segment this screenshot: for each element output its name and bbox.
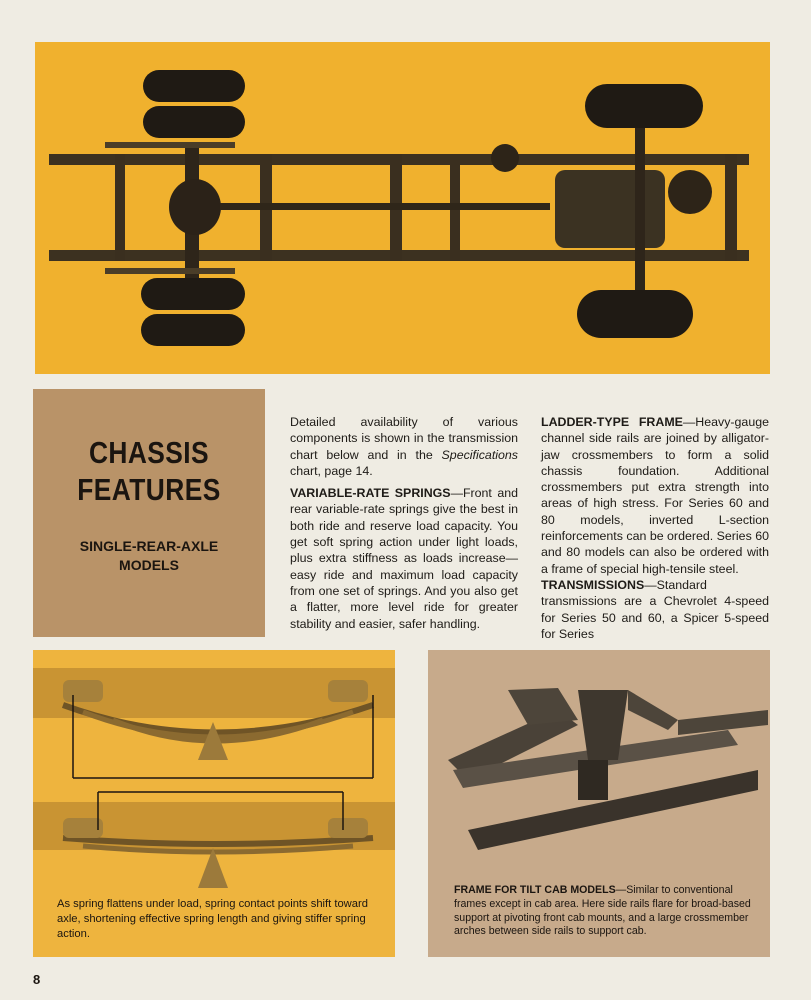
springs-caption: As spring flattens under load, spring contact points shift toward axle, shortening effective spring length and giving stiffer spring action. (57, 898, 368, 940)
springs-paragraph (290, 485, 518, 632)
tilt-cab-frame-panel (428, 650, 770, 957)
text-column-2 (541, 414, 769, 642)
rear-tire-bottom-outer (141, 314, 245, 346)
chassis-illustration (35, 42, 770, 374)
transmissions-heading: TRANSMISSIONS (541, 577, 645, 592)
page-title: CHASSIS (88, 435, 210, 470)
frame-paragraph (541, 414, 769, 577)
crossmember (725, 154, 737, 261)
rear-spring-bottom (105, 268, 235, 274)
intro-text: Detailed availability of various components is shown in the transmission chart below and in the (290, 415, 518, 462)
front-tire-top (585, 84, 703, 128)
frame-caption (454, 884, 754, 939)
title-line-1-wrap (33, 435, 265, 475)
rear-tire-top-inner (143, 106, 245, 138)
page-title-2: FEATURES (77, 472, 221, 507)
rear-spring-top (105, 142, 235, 148)
differential (169, 179, 221, 235)
rear-tire-bottom-inner (141, 278, 245, 310)
engine (555, 170, 665, 248)
frame-heading: LADDER-TYPE FRAME (541, 415, 683, 429)
brake-booster (491, 144, 519, 172)
page-number: 8 (33, 972, 41, 987)
frame-text: —Heavy-gauge channel side rails are joined by alligator-jaw crossmembers to form a solid chassis foundation. Additional crossmembers put extra strength into areas of high stress. For Series 60 and 80 models, inverted L-section reinforcements can be ordered. Series 60 and 80 models can also be ordered with a frame of special high-tensile steel. (541, 415, 769, 576)
front-tire-bottom (577, 290, 693, 338)
intro-text-end: chart, page 14. (290, 463, 373, 478)
intro-paragraph (290, 414, 518, 479)
engine-pulley (668, 170, 712, 214)
transmissions-text: —Standard transmissions are a Chevrolet 4-speed for Series 50 and 60, a Spicer 5-speed for Series (541, 577, 769, 641)
frame-caption-text: —Similar to conventional frames except in cab area. Here side rails flare for broad-based support at pivoting front cab mounts, and a large crossmember arches between side rails to support cab. (454, 884, 751, 938)
drive-shaft (220, 203, 550, 210)
springs-text: —Front and rear variable-rate springs give the best in both ride and reserve load capacity. You get soft spring action under light loads, plus extra stiffness as loads increase—easy ride and maximum load capacity from one set of springs. And you also get a flatter, more level ride for greater stability and easier, safer handling. (290, 486, 518, 631)
subtitle-2: MODELS (119, 557, 179, 573)
text-column-1 (290, 414, 518, 632)
transmissions-paragraph (541, 577, 769, 642)
crossmember (115, 154, 125, 261)
title-block (33, 389, 265, 637)
rear-tire-top-outer (143, 70, 245, 102)
springs-illustration-panel (33, 650, 395, 957)
intro-italic: Specifications (441, 447, 518, 462)
subtitle-1: SINGLE-REAR-AXLE (79, 538, 219, 554)
chassis-photo (35, 42, 770, 374)
spring-diagram (33, 650, 395, 890)
frame-caption-heading: FRAME FOR TILT CAB MODELS (454, 884, 616, 896)
title-line-2-wrap (33, 472, 265, 512)
front-axle (635, 122, 645, 302)
springs-heading: VARIABLE-RATE SPRINGS (290, 486, 451, 501)
tilt-cab-frame-illustration (428, 650, 770, 875)
